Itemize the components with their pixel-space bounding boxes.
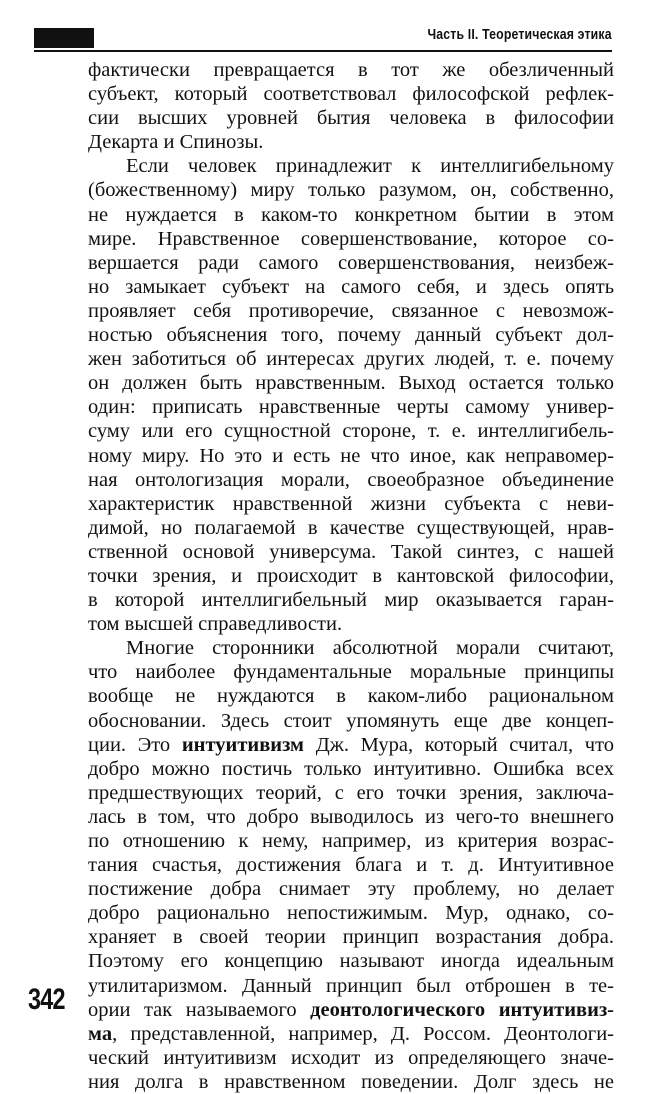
text-run: ческий интуитивизм исходит из определяющего значе- xyxy=(88,1046,614,1069)
text-run: ции. Это xyxy=(88,733,182,756)
text-run: димой, но полагаемой в качестве существующей, нрав- xyxy=(88,516,614,539)
text-run: обосновании. Здесь стоит упомянуть еще две концеп- xyxy=(88,709,614,732)
text-run: ная онтологизация морали, своеобразное объединение xyxy=(88,468,614,491)
bold-term: деонтологического интуитивиз- xyxy=(310,998,615,1021)
text-line xyxy=(88,684,614,708)
text-line xyxy=(88,130,614,154)
text-run: ственной основой универсума. Такой синтез, с нашей xyxy=(88,540,614,563)
text-line xyxy=(88,323,614,347)
text-line xyxy=(88,395,614,419)
text-run: , представленной, например, Д. Россом. Деонтологи- xyxy=(112,1022,614,1045)
text-line xyxy=(88,709,614,733)
text-run: суму или его сущностной стороне, т. е. интеллигибель- xyxy=(88,420,615,443)
page-body-text xyxy=(88,58,614,1094)
text-line xyxy=(88,974,614,998)
text-line xyxy=(88,106,614,130)
text-line xyxy=(88,299,614,323)
text-line xyxy=(88,516,614,540)
text-line xyxy=(88,781,614,805)
text-run: Многие сторонники абсолютной морали считают, xyxy=(126,637,615,660)
text-run: Дж. Мура, который считал, что xyxy=(304,733,615,756)
text-run: добро можно постичь только интуитивно. Ошибка всех xyxy=(88,757,614,780)
text-line xyxy=(88,901,614,925)
text-run: ния долга в нравственном поведении. Долг здесь не xyxy=(88,1070,615,1093)
text-line xyxy=(88,468,614,492)
text-line xyxy=(88,540,614,564)
text-line xyxy=(88,1022,614,1046)
text-run: характеристик нравственной жизни субъекта с неви- xyxy=(88,492,615,515)
text-line xyxy=(88,564,614,588)
text-run: фактически превращается в тот же обезличенный xyxy=(88,59,614,81)
text-line xyxy=(88,757,614,781)
text-run: что наиболее фундаментальные моральные принципы xyxy=(88,661,615,684)
text-run: он должен быть нравственным. Выход остается только xyxy=(88,372,615,395)
text-line xyxy=(88,925,614,949)
text-run: ностью объяснения того, почему данный субъект дол- xyxy=(88,324,614,347)
text-line xyxy=(88,612,614,636)
text-run: (божественному) миру только разумом, он, собственно, xyxy=(88,179,614,202)
text-run: точки зрения, и происходит в кантовской философии, xyxy=(88,564,614,587)
text-run: лась в том, что добро выводилось из чего-то внешнего xyxy=(88,805,614,828)
running-header-title: Часть II. Теоретическая этика xyxy=(427,26,612,43)
text-line xyxy=(88,178,614,202)
text-run: но замыкает субъект на самого себя, и здесь опять xyxy=(88,275,615,298)
text-run: Декарта и Спинозы. xyxy=(88,131,264,154)
text-run: постижение добра снимает эту проблему, но делает xyxy=(88,878,614,901)
text-line xyxy=(88,588,614,612)
text-line xyxy=(88,492,614,516)
text-line xyxy=(88,949,614,973)
text-run: утилитаризмом. Данный принцип был отброшен в те- xyxy=(88,974,614,997)
header-rule xyxy=(34,50,612,52)
text-run: храняет в своей теории принцип возрастания добра. xyxy=(88,926,615,949)
text-run: по отношению к нему, например, из критерия возрас- xyxy=(88,830,615,852)
text-line xyxy=(88,82,614,106)
text-line xyxy=(88,371,614,395)
text-run: мире. Нравственное совершенствование, которое со- xyxy=(88,227,614,250)
text-run: предшествующих теорий, с его точки зрения, заключа- xyxy=(88,781,614,804)
text-line xyxy=(88,227,614,251)
text-line xyxy=(88,444,614,468)
text-run: вершается ради самого совершенствования, неизбеж- xyxy=(88,251,615,274)
text-line xyxy=(88,829,614,853)
text-line xyxy=(88,58,614,82)
text-line xyxy=(88,251,614,275)
text-run: не нуждается в каком-то конкретном бытии в этом xyxy=(88,203,615,226)
text-line xyxy=(88,877,614,901)
page-number: 342 xyxy=(28,983,65,1016)
text-run: Если человек принадлежит к интеллигибельному xyxy=(126,155,615,178)
text-run: добро рационально непостижимым. Мур, однако, со- xyxy=(88,902,615,925)
text-run: том высшей справедливости. xyxy=(88,613,343,636)
text-run: Поэтому его концепцию называют иногда идеальным xyxy=(88,950,614,973)
text-run: один: приписать нравственные черты самому универ- xyxy=(88,396,615,419)
text-run: субъект, который соответствовал философской рефлек- xyxy=(88,83,614,106)
text-line xyxy=(88,347,614,371)
text-line xyxy=(88,733,614,757)
text-line xyxy=(88,853,614,877)
text-run: ории так называемого xyxy=(88,998,311,1021)
bold-term: интуитивизм xyxy=(181,733,305,756)
text-line xyxy=(88,805,614,829)
text-run: проявляет себя противоречие, связанное с невозмож- xyxy=(88,299,615,322)
text-run: вообще не нуждаются в каком-либо рациональном xyxy=(88,685,614,708)
text-run: ному миру. Но это и есть не что иное, как неправомер- xyxy=(88,444,614,467)
bold-term: ма xyxy=(88,1022,113,1045)
text-run: тания счастья, достижения блага и т. д. Интуитивное xyxy=(88,854,615,877)
text-line xyxy=(88,275,614,299)
header-black-bar xyxy=(34,28,94,48)
text-line xyxy=(88,203,614,227)
text-run: сии высших уровней бытия человека в философии xyxy=(88,107,614,130)
text-line xyxy=(88,636,614,660)
text-line xyxy=(88,998,614,1022)
text-line xyxy=(88,660,614,684)
text-line xyxy=(88,154,614,178)
text-line xyxy=(88,419,614,443)
text-line xyxy=(88,1070,614,1094)
text-run: в которой интеллигибельный мир оказывается гаран- xyxy=(88,589,614,612)
text-line xyxy=(88,1046,614,1070)
text-run: жен заботиться об интересах других людей, т. е. почему xyxy=(88,348,615,371)
